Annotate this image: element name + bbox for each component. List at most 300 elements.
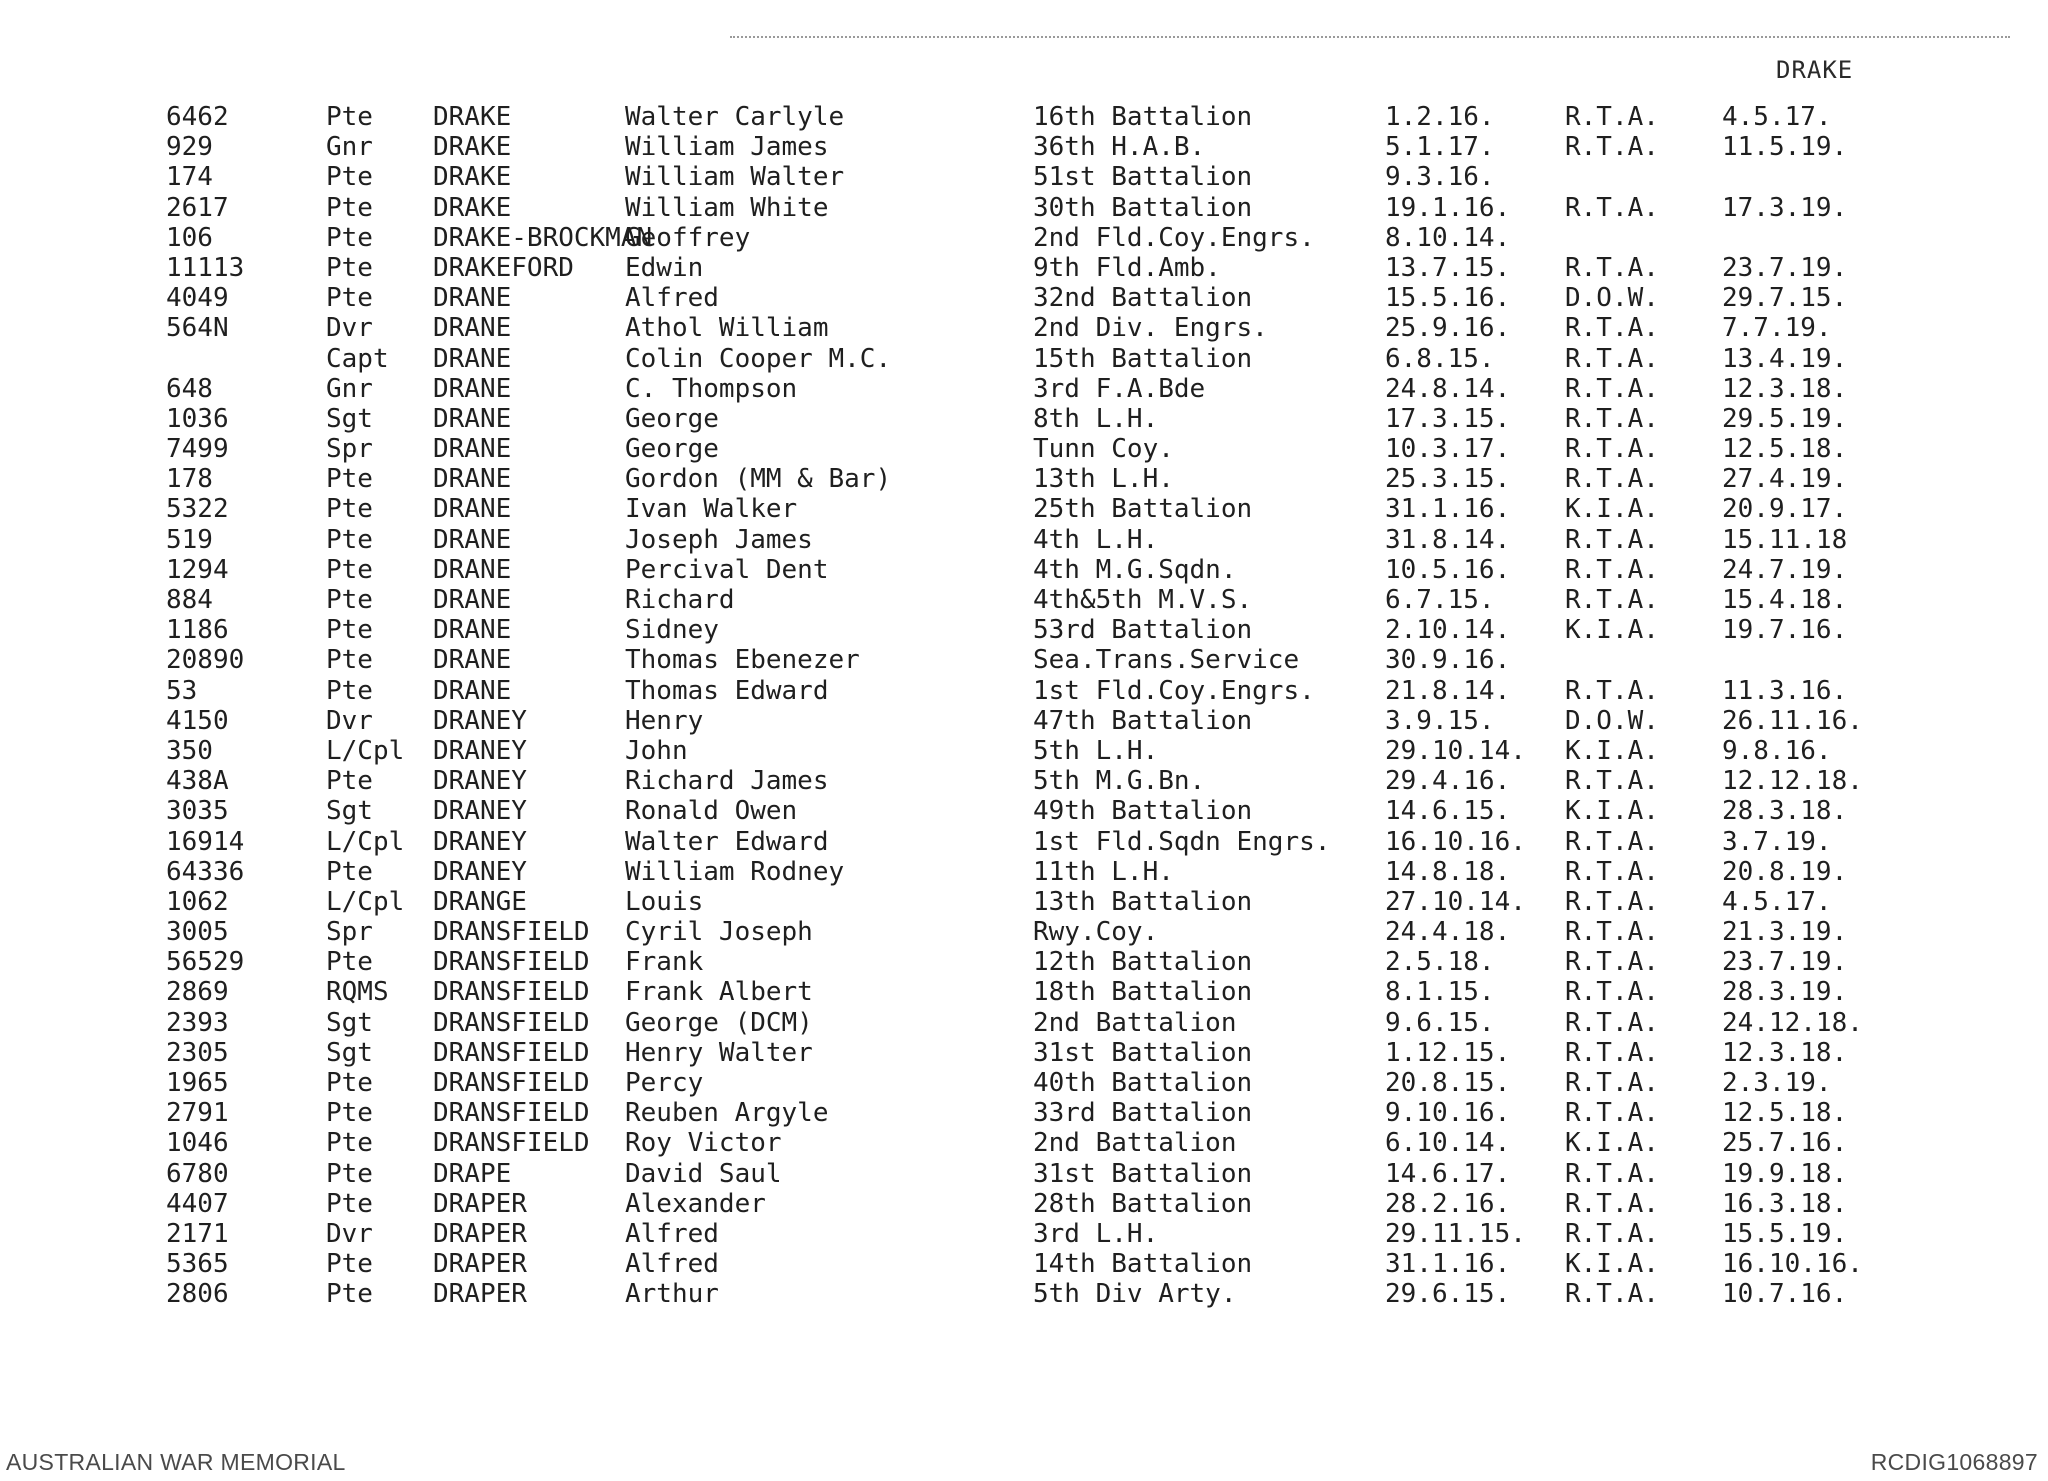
enlistment-date: 17.3.15.: [1385, 403, 1511, 434]
enlistment-date: 20.8.15.: [1385, 1068, 1511, 1098]
unit: 2nd Battalion: [1033, 1128, 1237, 1159]
given-names: Joseph James: [625, 524, 813, 555]
fate-date: 9.8.16.: [1722, 735, 1832, 766]
enlistment-date: 6.10.14.: [1385, 1128, 1511, 1159]
surname: DRANSFIELD: [433, 1037, 590, 1068]
nominal-roll-list: [0, 102, 2048, 1310]
unit: 14th Battalion: [1033, 1249, 1253, 1280]
record-row: [0, 1008, 2048, 1038]
given-names: David Saul: [625, 1158, 782, 1189]
fate-date: 29.7.15.: [1722, 283, 1848, 314]
fate: R.T.A.: [1565, 947, 1659, 978]
fate: R.T.A.: [1565, 585, 1659, 615]
unit: 3rd F.A.Bde: [1033, 373, 1206, 404]
fate-date: 19.9.18.: [1722, 1158, 1848, 1189]
record-row: [0, 1219, 2048, 1249]
service-number: 6780: [166, 1158, 229, 1189]
fate: K.I.A.: [1565, 1128, 1659, 1159]
rank: Sgt: [326, 796, 373, 827]
unit: 2nd Div. Engrs.: [1033, 313, 1268, 344]
service-number: 4049: [166, 283, 229, 314]
rank: Capt: [326, 343, 389, 374]
unit: Rwy.Coy.: [1033, 917, 1159, 948]
service-number: 2869: [166, 977, 229, 1008]
unit: 33rd Battalion: [1033, 1098, 1253, 1129]
surname: DRAKEFORD: [433, 252, 574, 283]
fate-date: 20.9.17.: [1722, 494, 1848, 525]
enlistment-date: 9.10.16.: [1385, 1098, 1511, 1129]
fate-date: 12.5.18.: [1722, 434, 1848, 465]
surname: DRAKE: [433, 132, 512, 163]
given-names: Sidney: [625, 615, 719, 646]
service-number: 438A: [166, 766, 229, 797]
surname: DRANEY: [433, 856, 527, 887]
record-row: [0, 585, 2048, 615]
rank: Pte: [326, 554, 373, 585]
fate: R.T.A.: [1565, 826, 1659, 857]
surname: DRAPE: [433, 1158, 512, 1189]
fate: R.T.A.: [1565, 1158, 1659, 1189]
record-row: [0, 344, 2048, 374]
service-number: 4407: [166, 1188, 229, 1219]
fate-date: 15.5.19.: [1722, 1218, 1848, 1249]
surname: DRANSFIELD: [433, 947, 590, 978]
fate: R.T.A.: [1565, 1068, 1659, 1098]
service-number: 1294: [166, 554, 229, 585]
enlistment-date: 29.10.14.: [1385, 735, 1526, 766]
rank: Dvr: [326, 313, 373, 344]
fate: R.T.A.: [1565, 313, 1659, 344]
fate-date: 27.4.19.: [1722, 464, 1848, 495]
surname: DRANE: [433, 403, 512, 434]
service-number: 2393: [166, 1007, 229, 1038]
record-row: [0, 1189, 2048, 1219]
surname: DRANE: [433, 283, 512, 314]
record-row: [0, 253, 2048, 283]
given-names: Alfred: [625, 283, 719, 314]
record-row: [0, 102, 2048, 132]
record-row: [0, 827, 2048, 857]
record-row: [0, 223, 2048, 253]
enlistment-date: 9.3.16.: [1385, 162, 1495, 193]
service-number: 4150: [166, 705, 229, 736]
rank: Pte: [326, 1068, 373, 1098]
given-names: Roy Victor: [625, 1128, 782, 1159]
surname: DRANE: [433, 615, 512, 646]
record-row: [0, 494, 2048, 524]
unit: 1st Fld.Coy.Engrs.: [1033, 675, 1315, 706]
unit: 4th&5th M.V.S.: [1033, 585, 1253, 615]
surname: DRANSFIELD: [433, 1068, 590, 1098]
given-names: Richard James: [625, 766, 829, 797]
service-number: 20890: [166, 645, 245, 676]
given-names: Geoffrey: [625, 222, 751, 253]
service-number: 2806: [166, 1279, 229, 1310]
given-names: Edwin: [625, 252, 704, 283]
surname: DRAPER: [433, 1249, 527, 1280]
given-names: Arthur: [625, 1279, 719, 1310]
fate-date: 23.7.19.: [1722, 252, 1848, 283]
surname: DRAKE-BROCKMAN: [433, 222, 653, 253]
fate-date: 15.4.18.: [1722, 585, 1848, 615]
fate: R.T.A.: [1565, 403, 1659, 434]
unit: 16th Battalion: [1033, 102, 1253, 132]
fate: R.T.A.: [1565, 524, 1659, 555]
given-names: Frank: [625, 947, 704, 978]
rank: Pte: [326, 585, 373, 615]
record-row: [0, 857, 2048, 887]
rank: Pte: [326, 1098, 373, 1129]
unit: 47th Battalion: [1033, 705, 1253, 736]
given-names: Richard: [625, 585, 735, 615]
surname: DRAKE: [433, 162, 512, 193]
rank: Pte: [326, 615, 373, 646]
unit: 3rd L.H.: [1033, 1218, 1159, 1249]
rank: L/Cpl: [326, 826, 405, 857]
surname: DRAKE: [433, 192, 512, 223]
fate-date: 29.5.19.: [1722, 403, 1848, 434]
unit: 31st Battalion: [1033, 1037, 1253, 1068]
rank: Pte: [326, 252, 373, 283]
record-row: [0, 947, 2048, 977]
given-names: Cyril Joseph: [625, 917, 813, 948]
enlistment-date: 1.2.16.: [1385, 102, 1495, 132]
enlistment-date: 5.1.17.: [1385, 132, 1495, 163]
record-row: [0, 313, 2048, 343]
fate: R.T.A.: [1565, 434, 1659, 465]
rank: Pte: [326, 675, 373, 706]
unit: 4th L.H.: [1033, 524, 1159, 555]
surname: DRANE: [433, 675, 512, 706]
service-number: 2305: [166, 1037, 229, 1068]
fate-date: 25.7.16.: [1722, 1128, 1848, 1159]
fate-date: 28.3.18.: [1722, 796, 1848, 827]
fate-date: 16.3.18.: [1722, 1188, 1848, 1219]
unit: 2nd Fld.Coy.Engrs.: [1033, 222, 1315, 253]
enlistment-date: 10.5.16.: [1385, 554, 1511, 585]
service-number: 7499: [166, 434, 229, 465]
surname: DRANSFIELD: [433, 977, 590, 1008]
enlistment-date: 14.6.15.: [1385, 796, 1511, 827]
service-number: 56529: [166, 947, 245, 978]
fate: R.T.A.: [1565, 977, 1659, 1008]
enlistment-date: 3.9.15.: [1385, 705, 1495, 736]
rank: Pte: [326, 766, 373, 797]
rank: Dvr: [326, 1218, 373, 1249]
unit: 25th Battalion: [1033, 494, 1253, 525]
rank: Sgt: [326, 1037, 373, 1068]
given-names: Alexander: [625, 1188, 766, 1219]
fate: R.T.A.: [1565, 373, 1659, 404]
rank: L/Cpl: [326, 735, 405, 766]
unit: Sea.Trans.Service: [1033, 645, 1300, 676]
enlistment-date: 6.8.15.: [1385, 343, 1495, 374]
surname: DRANEY: [433, 766, 527, 797]
enlistment-date: 24.4.18.: [1385, 917, 1511, 948]
rank: Pte: [326, 192, 373, 223]
rank: Pte: [326, 1128, 373, 1159]
fate: K.I.A.: [1565, 796, 1659, 827]
service-number: 106: [166, 222, 213, 253]
service-number: 5322: [166, 494, 229, 525]
fate-date: 20.8.19.: [1722, 856, 1848, 887]
fate-date: 3.7.19.: [1722, 826, 1832, 857]
service-number: 2791: [166, 1098, 229, 1129]
rank: Pte: [326, 162, 373, 193]
record-row: [0, 1068, 2048, 1098]
enlistment-date: 2.10.14.: [1385, 615, 1511, 646]
page-heading-surname: DRAKE: [1776, 56, 1854, 84]
surname: DRANE: [433, 524, 512, 555]
enlistment-date: 29.4.16.: [1385, 766, 1511, 797]
enlistment-date: 31.1.16.: [1385, 1249, 1511, 1280]
service-number: 884: [166, 585, 213, 615]
given-names: George (DCM): [625, 1007, 813, 1038]
surname: DRANEY: [433, 796, 527, 827]
fate-date: 13.4.19.: [1722, 343, 1848, 374]
fate-date: 4.5.17.: [1722, 886, 1832, 917]
fate: R.T.A.: [1565, 192, 1659, 223]
given-names: Ronald Owen: [625, 796, 798, 827]
rank: Pte: [326, 947, 373, 978]
given-names: George: [625, 403, 719, 434]
record-row: [0, 374, 2048, 404]
rank: Dvr: [326, 705, 373, 736]
rank: Sgt: [326, 1007, 373, 1038]
unit: 49th Battalion: [1033, 796, 1253, 827]
record-row: [0, 736, 2048, 766]
record-row: [0, 1279, 2048, 1309]
surname: DRANSFIELD: [433, 1007, 590, 1038]
surname: DRAKE: [433, 102, 512, 132]
fate: R.T.A.: [1565, 1279, 1659, 1310]
service-number: 11113: [166, 252, 245, 283]
unit: 5th L.H.: [1033, 735, 1159, 766]
unit: 18th Battalion: [1033, 977, 1253, 1008]
fate: R.T.A.: [1565, 464, 1659, 495]
fate-date: 19.7.16.: [1722, 615, 1848, 646]
fate: R.T.A.: [1565, 102, 1659, 132]
fate: R.T.A.: [1565, 766, 1659, 797]
given-names: Walter Carlyle: [625, 102, 845, 132]
service-number: 1965: [166, 1068, 229, 1098]
fate-date: 23.7.19.: [1722, 947, 1848, 978]
fate-date: 21.3.19.: [1722, 917, 1848, 948]
service-number: 2617: [166, 192, 229, 223]
rank: Gnr: [326, 132, 373, 163]
rank: RQMS: [326, 977, 389, 1008]
given-names: John: [625, 735, 688, 766]
rank: Pte: [326, 102, 373, 132]
fate: K.I.A.: [1565, 494, 1659, 525]
given-names: Alfred: [625, 1249, 719, 1280]
surname: DRANE: [433, 373, 512, 404]
given-names: Percival Dent: [625, 554, 829, 585]
unit: 9th Fld.Amb.: [1033, 252, 1221, 283]
fate: R.T.A.: [1565, 917, 1659, 948]
unit: 12th Battalion: [1033, 947, 1253, 978]
enlistment-date: 8.10.14.: [1385, 222, 1511, 253]
enlistment-date: 15.5.16.: [1385, 283, 1511, 314]
fate: K.I.A.: [1565, 735, 1659, 766]
given-names: Louis: [625, 886, 704, 917]
enlistment-date: 9.6.15.: [1385, 1007, 1495, 1038]
enlistment-date: 19.1.16.: [1385, 192, 1511, 223]
rank: Pte: [326, 222, 373, 253]
unit: 5th M.G.Bn.: [1033, 766, 1206, 797]
fate: R.T.A.: [1565, 343, 1659, 374]
surname: DRANE: [433, 434, 512, 465]
record-row: [0, 615, 2048, 645]
record-row: [0, 766, 2048, 796]
service-number: 5365: [166, 1249, 229, 1280]
enlistment-date: 25.9.16.: [1385, 313, 1511, 344]
rank: Sgt: [326, 403, 373, 434]
footer-record-id: RCDIG1068897: [1870, 1449, 2038, 1475]
enlistment-date: 25.3.15.: [1385, 464, 1511, 495]
given-names: Reuben Argyle: [625, 1098, 829, 1129]
record-row: [0, 525, 2048, 555]
service-number: 1186: [166, 615, 229, 646]
fate: R.T.A.: [1565, 554, 1659, 585]
rank: Pte: [326, 464, 373, 495]
surname: DRANE: [433, 464, 512, 495]
fate-date: 12.5.18.: [1722, 1098, 1848, 1129]
rank: Spr: [326, 434, 373, 465]
given-names: William Rodney: [625, 856, 845, 887]
unit: 31st Battalion: [1033, 1158, 1253, 1189]
record-row: [0, 796, 2048, 826]
rank: Spr: [326, 917, 373, 948]
record-row: [0, 1098, 2048, 1128]
enlistment-date: 27.10.14.: [1385, 886, 1526, 917]
service-number: 648: [166, 373, 213, 404]
fate: K.I.A.: [1565, 1249, 1659, 1280]
given-names: Ivan Walker: [625, 494, 798, 525]
service-number: 929: [166, 132, 213, 163]
surname: DRANE: [433, 343, 512, 374]
rank: Gnr: [326, 373, 373, 404]
enlistment-date: 21.8.14.: [1385, 675, 1511, 706]
surname: DRANSFIELD: [433, 1128, 590, 1159]
enlistment-date: 29.6.15.: [1385, 1279, 1511, 1310]
unit: 13th L.H.: [1033, 464, 1174, 495]
fate: R.T.A.: [1565, 1188, 1659, 1219]
given-names: Gordon (MM & Bar): [625, 464, 892, 495]
given-names: William Walter: [625, 162, 845, 193]
surname: DRAPER: [433, 1218, 527, 1249]
unit: 36th H.A.B.: [1033, 132, 1206, 163]
rank: Pte: [326, 494, 373, 525]
fate-date: 12.3.18.: [1722, 373, 1848, 404]
given-names: George: [625, 434, 719, 465]
given-names: Henry: [625, 705, 704, 736]
fate-date: 24.7.19.: [1722, 554, 1848, 585]
surname: DRANSFIELD: [433, 1098, 590, 1129]
fate-date: 11.5.19.: [1722, 132, 1848, 163]
enlistment-date: 1.12.15.: [1385, 1037, 1511, 1068]
fate: R.T.A.: [1565, 252, 1659, 283]
fate-date: 15.11.18: [1722, 524, 1848, 555]
enlistment-date: 31.1.16.: [1385, 494, 1511, 525]
service-number: 64336: [166, 856, 245, 887]
record-row: [0, 1249, 2048, 1279]
given-names: William James: [625, 132, 829, 163]
rank: L/Cpl: [326, 886, 405, 917]
enlistment-date: 10.3.17.: [1385, 434, 1511, 465]
given-names: Percy: [625, 1068, 704, 1098]
fate: R.T.A.: [1565, 1007, 1659, 1038]
fate-date: 17.3.19.: [1722, 192, 1848, 223]
given-names: Henry Walter: [625, 1037, 813, 1068]
record-row: [0, 464, 2048, 494]
record-row: [0, 162, 2048, 192]
surname: DRANE: [433, 554, 512, 585]
given-names: Frank Albert: [625, 977, 813, 1008]
fate: R.T.A.: [1565, 886, 1659, 917]
service-number: 174: [166, 162, 213, 193]
enlistment-date: 14.8.18.: [1385, 856, 1511, 887]
fate-date: 2.3.19.: [1722, 1068, 1832, 1098]
record-row: [0, 1038, 2048, 1068]
unit: 2nd Battalion: [1033, 1007, 1237, 1038]
fate: K.I.A.: [1565, 615, 1659, 646]
service-number: 350: [166, 735, 213, 766]
record-row: [0, 193, 2048, 223]
enlistment-date: 29.11.15.: [1385, 1218, 1526, 1249]
enlistment-date: 13.7.15.: [1385, 252, 1511, 283]
fate: R.T.A.: [1565, 132, 1659, 163]
surname: DRANGE: [433, 886, 527, 917]
surname: DRAPER: [433, 1279, 527, 1310]
enlistment-date: 8.1.15.: [1385, 977, 1495, 1008]
rank: Pte: [326, 1249, 373, 1280]
fate-date: 28.3.19.: [1722, 977, 1848, 1008]
fate: D.O.W.: [1565, 705, 1659, 736]
rank: Pte: [326, 524, 373, 555]
surname: DRANSFIELD: [433, 917, 590, 948]
enlistment-date: 2.5.18.: [1385, 947, 1495, 978]
surname: DRANEY: [433, 705, 527, 736]
fate-date: 11.3.16.: [1722, 675, 1848, 706]
unit: 53rd Battalion: [1033, 615, 1253, 646]
unit: 40th Battalion: [1033, 1068, 1253, 1098]
rank: Pte: [326, 856, 373, 887]
given-names: Colin Cooper M.C.: [625, 343, 892, 374]
fate-date: 4.5.17.: [1722, 102, 1832, 132]
service-number: 519: [166, 524, 213, 555]
given-names: Thomas Edward: [625, 675, 829, 706]
surname: DRANE: [433, 645, 512, 676]
record-row: [0, 404, 2048, 434]
top-dotted-rule: [730, 36, 2010, 38]
service-number: 178: [166, 464, 213, 495]
service-number: 564N: [166, 313, 229, 344]
record-row: [0, 706, 2048, 736]
footer-institution: AUSTRALIAN WAR MEMORIAL: [6, 1449, 346, 1475]
surname: DRANEY: [433, 735, 527, 766]
given-names: Athol William: [625, 313, 829, 344]
unit: 13th Battalion: [1033, 886, 1253, 917]
rank: Pte: [326, 1158, 373, 1189]
surname: DRANE: [433, 585, 512, 615]
record-row: [0, 434, 2048, 464]
record-row: [0, 132, 2048, 162]
enlistment-date: 14.6.17.: [1385, 1158, 1511, 1189]
fate-date: 16.10.16.: [1722, 1249, 1863, 1280]
rank: Pte: [326, 1188, 373, 1219]
given-names: C. Thompson: [625, 373, 798, 404]
